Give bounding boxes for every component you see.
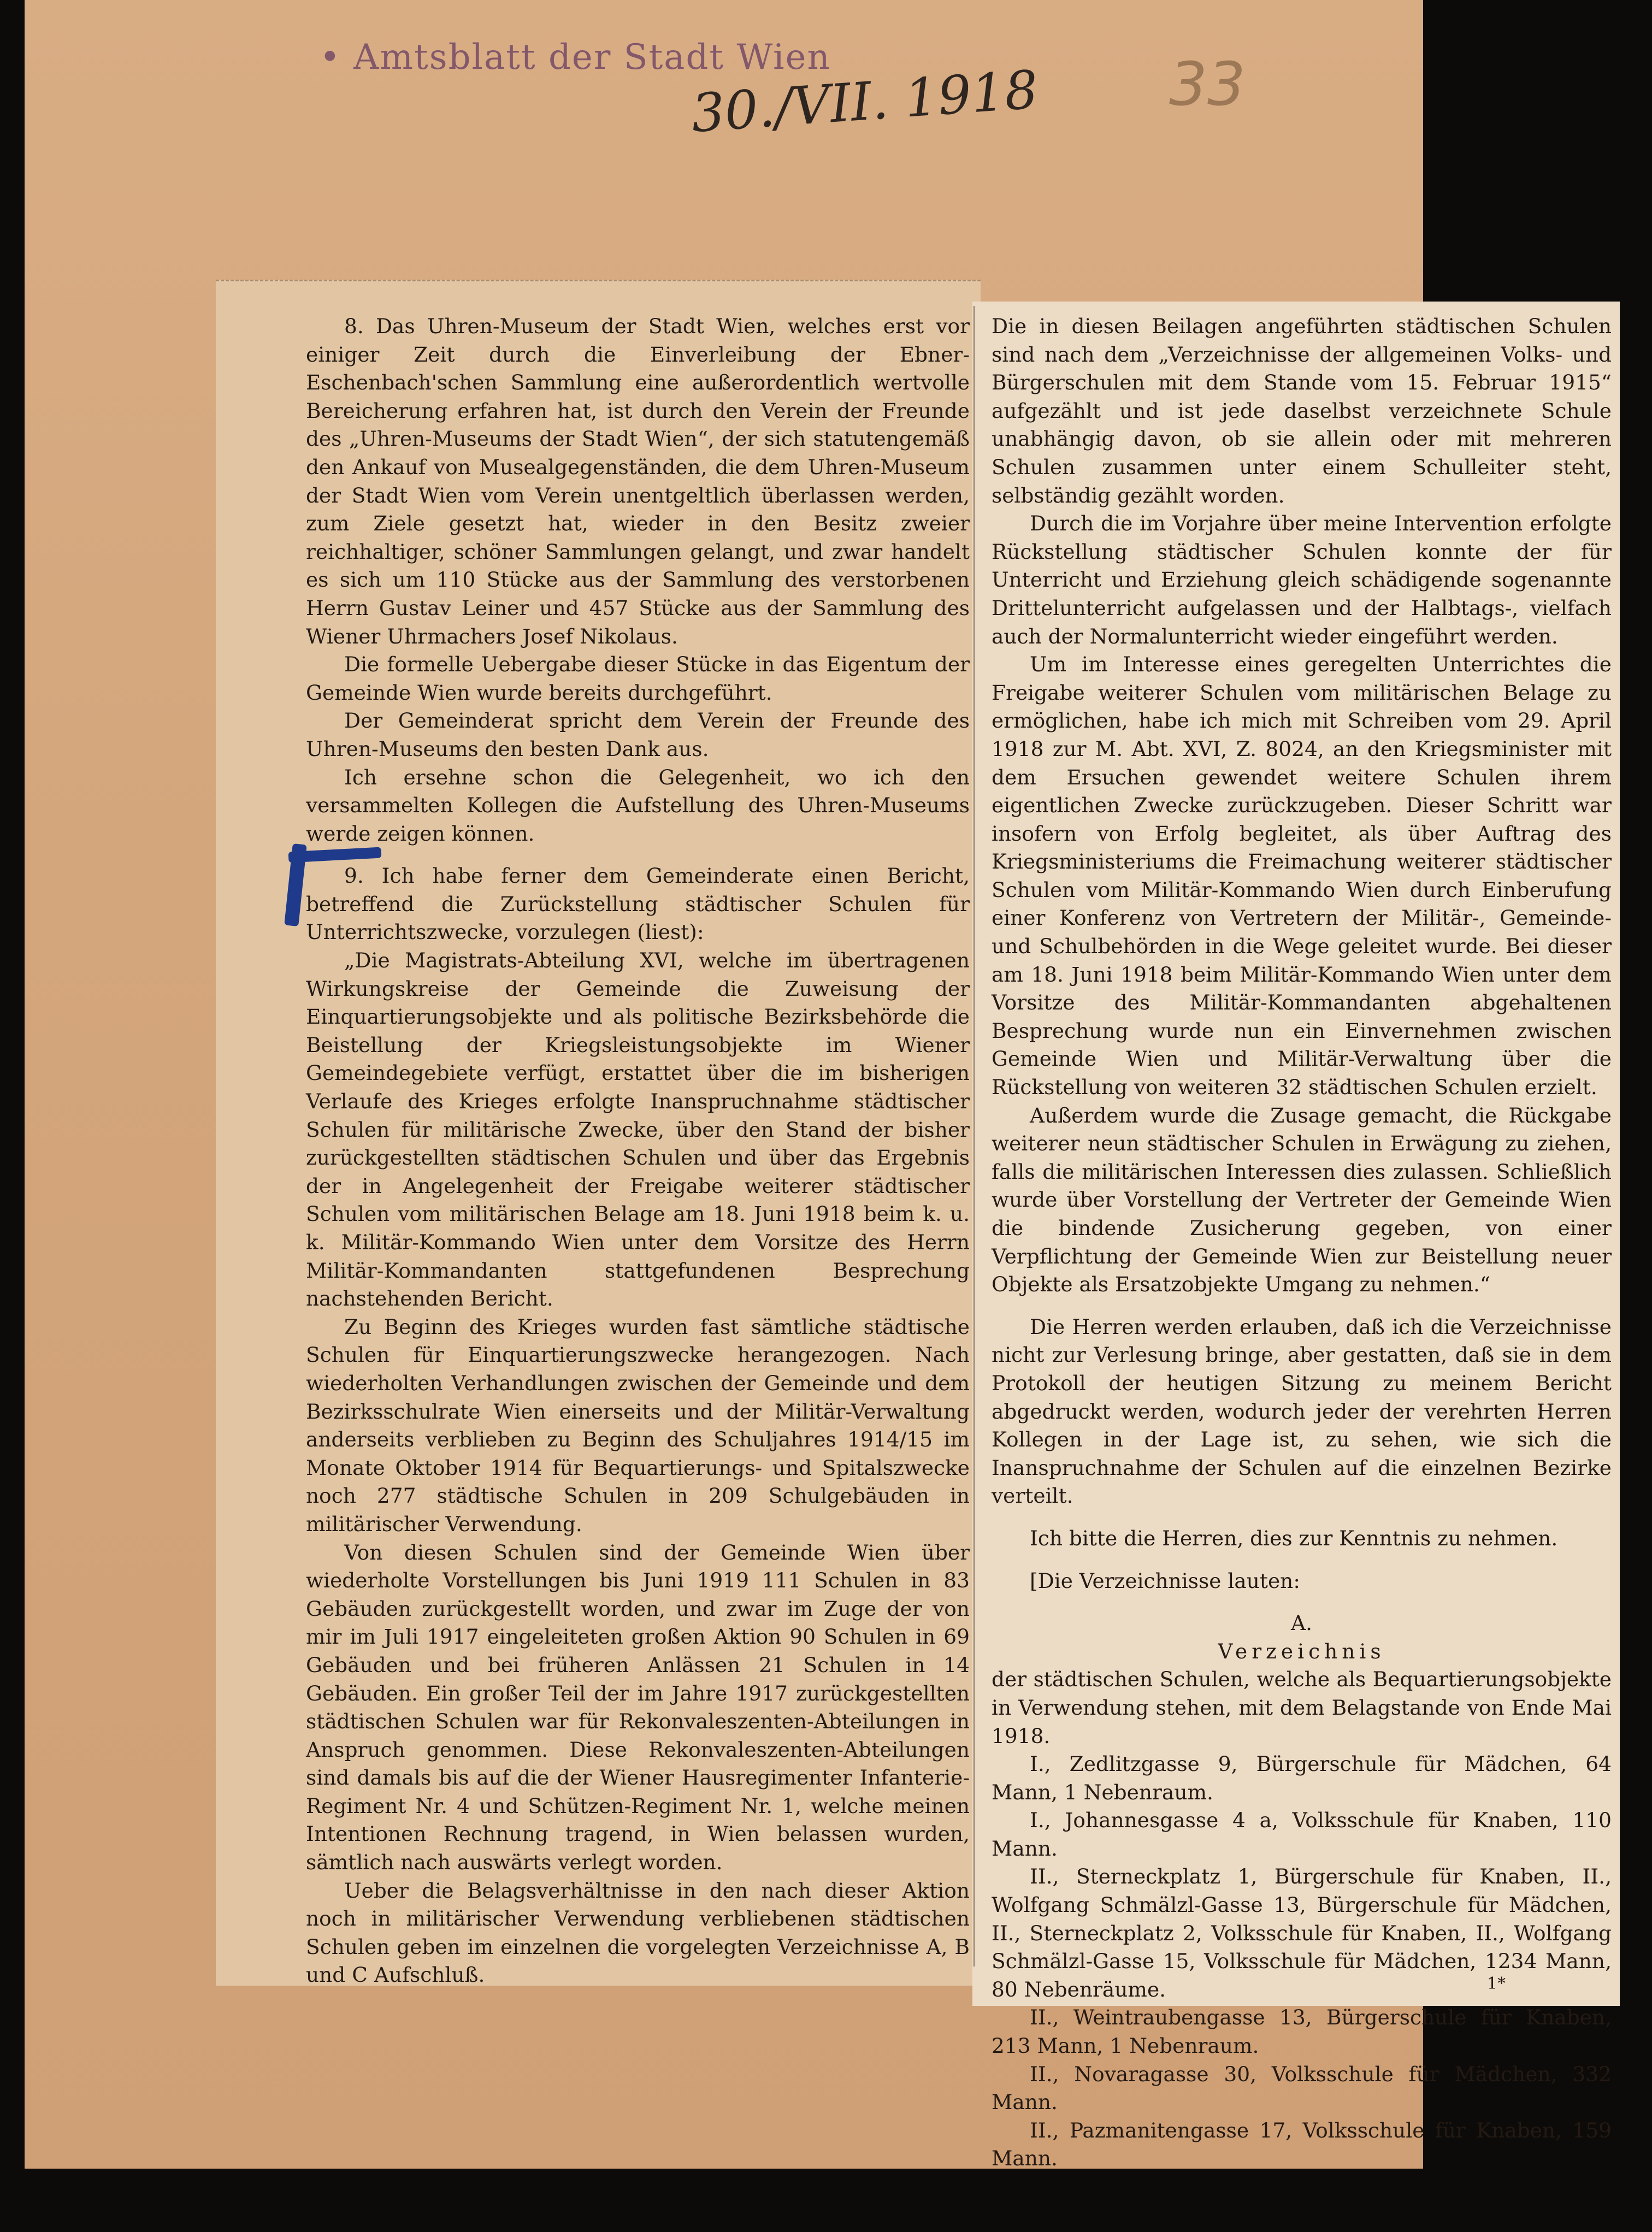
left-column-paragraph: „Die Magistrats-Abteilung XVI, welche im übertragenen Wirkungskreise der Gemeinde die Zuweisung der Einquartierungsobjekte und als politische Bezirksbehörde die Beistellung der Kriegsleistungsobjekte im Wiener Gemeindegebiete verfügt, erstattet über die im bisherigen Verlaufe des Krieges erfolgte Inanspruchnahme städtischer Schulen für militärische Zwecke, über den Stand der bisher zurückgestellten städtischen Schulen und über das Ergebnis der in Angelegenheit der Freigabe weiterer städtischer Schulen vom militärischen Belage am 18. Juni 1918 beim k. u. k. Militär-Kommando Wien unter dem Vorsitze des Herrn Militär-Kommandanten stattgefundenen Besprechung nachstehenden Bericht. [306, 948, 970, 1311]
left-text-column [306, 312, 970, 1989]
right-column-paragraph: Die Herren werden erlauben, daß ich die Verzeichnisse nicht zur Verlesung bringe, aber gestatten, daß sie in dem Protokoll der heutigen Sitzung zu meinem Bericht abgedruckt werden, wodurch jeder der verehrten Herren Kollegen in der Lage ist, zu sehen, wie sich die Inanspruchnahme der Schulen auf die einzelnen Bezirke verteilt. [992, 1314, 1612, 1508]
right-column-paragraph: [Die Verzeichnisse lauten: [1030, 1568, 1300, 1593]
page-number: 33 [1169, 49, 1246, 119]
column-divider [974, 306, 975, 1967]
left-column-paragraph: Ich ersehne schon die Gelegenheit, wo ich den versammelten Kollegen die Aufstellung des Uhren-Museums werde zeigen können. [306, 765, 970, 846]
right-column-paragraph: der städtischen Schulen, welche als Bequartierungsobjekte in Verwendung stehen, mit dem Belagstande von Ende Mai 1918. [992, 1667, 1612, 1748]
right-column-paragraph: II., Novaragasse 30, Volksschule für Mädchen, 332 Mann. [992, 2062, 1612, 2115]
right-column-paragraph: I., Zedlitzgasse 9, Bürgerschule für Mädchen, 64 Mann, 1 Nebenraum. [992, 1752, 1612, 1804]
left-column-paragraph: Ueber die Belagsverhältnisse in den nach dieser Aktion noch in militärischer Verwendung verbliebenen städtischen Schulen geben im einzelnen die vorgelegten Verzeichnisse A, B und C Aufschluß. [306, 1878, 970, 1987]
archive-stamp: • Amtsblatt der Stadt Wien [320, 37, 831, 78]
right-column-paragraph: II., Pazmanitengasse 17, Volksschule für Knaben, 159 Mann. [992, 2118, 1612, 2171]
right-column-paragraph: Durch die im Vorjahre über meine Intervention erfolgte Rückstellung städtischer Schulen konnte der für Unterricht und Erziehung gleich schädigende sogenannte Drittelunterricht aufgelassen und der Halbtags-, vielfach auch der Normalunterricht wieder eingeführt werden. [992, 511, 1612, 648]
right-column-paragraph: Die in diesen Beilagen angeführten städtischen Schulen sind nach dem „Verzeichnisse der allgemeinen Volks- und Bürgerschulen mit dem Stande vom 15. Februar 1915“ aufgezählt und ist jede daselbst verzeichnete Schule unabhängig davon, ob sie allein oder mit mehreren Schulen zusammen unter einem Schulleiter steht, selbständig gezählt worden. [992, 314, 1612, 507]
right-text-column [992, 312, 1612, 2173]
right-column-paragraph: Außerdem wurde die Zusage gemacht, die Rückgabe weiterer neun städtischer Schulen in Erwägung zu ziehen, falls die militärischen Interessen dies zulassen. Schließlich wurde über Vorstellung der Vertreter der Gemeinde Wien die bindende Zusicherung gegeben, von einer Verpflichtung der Gemeinde Wien zur Beistellung neuer Objekte als Ersatzobjekte Umgang zu nehmen.“ [992, 1103, 1612, 1297]
left-column-paragraph: 8. Das Uhren-Museum der Stadt Wien, welches erst vor einiger Zeit durch die Einverleibung der Ebner-Eschenbach'schen Sammlung eine außerordentlich wertvolle Bereicherung erfahren hat, ist durch den Verein der Freunde des „Uhren-Museums der Stadt Wien“, der sich statutengemäß den Ankauf von Musealgegenständen, die dem Uhren-Museum der Stadt Wien vom Verein unentgeltlich überlassen werden, zum Ziele gesetzt hat, wieder in den Besitz zweier reichhaltiger, schöner Sammlungen gelangt, und zwar handelt es sich um 110 Stücke aus der Sammlung des verstorbenen Herrn Gustav Leiner und 457 Stücke aus der Sammlung des Wiener Uhrmachers Josef Nikolaus. [306, 314, 970, 648]
right-column-paragraph: I., Johannesgasse 4 a, Volksschule für Knaben, 110 Mann. [992, 1808, 1612, 1861]
handwritten-date: 30./VII. 1918 [689, 58, 1040, 145]
left-column-paragraph: Der Gemeinderat spricht dem Verein der Freunde des Uhren-Museums den besten Dank aus. [306, 708, 970, 761]
right-column-paragraph: Ich bitte die Herren, dies zur Kenntnis zu nehmen. [1030, 1526, 1558, 1550]
signature-mark: 1* [1487, 1974, 1506, 1993]
right-column-paragraph: II., Weintraubengasse 13, Bürgerschule für Knaben, 213 Mann, 1 Nebenraum. [992, 2005, 1612, 2058]
right-column-paragraph: A. [1290, 1611, 1312, 1635]
left-column-paragraph: Von diesen Schulen sind der Gemeinde Wien über wiederholte Vorstellungen bis Juni 1919 111 Schulen in 83 Gebäuden zurückgestellt worden, und zwar im Zuge der von mir im Juli 1917 eingeleiteten großen Aktion 90 Schulen in 69 Gebäuden und bei früheren Anlässen 21 Schulen in 14 Gebäuden. Ein großer Teil der im Jahre 1917 zurückgestellten städtischen Schulen war für Rekonvaleszenten-Abteilungen in Anspruch genommen. Diese Rekonvaleszenten-Abteilungen sind damals bis auf die der Wiener Hausregimenter Infanterie-Regiment Nr. 4 und Schützen-Regiment Nr. 1, welche meinen Intentionen Rechnung tragend, in Wien belassen wurden, sämtlich nach auswärts verlegt worden. [306, 1540, 970, 1875]
left-column-paragraph: Zu Beginn des Krieges wurden fast sämtliche städtische Schulen für Einquartierungszwecke herangezogen. Nach wiederholten Verhandlungen zwischen der Gemeinde und dem Bezirksschulrate Wien einerseits und der Militär-Verwaltung anderseits verblieben zu Beginn des Schuljahres 1914/15 im Monate Oktober 1914 für Bequartierungs- und Spitalszwecke noch 277 städtische Schulen in 209 Schulgebäuden in militärischer Verwendung. [306, 1314, 970, 1536]
right-column-paragraph: Verzeichnis [1218, 1639, 1385, 1663]
right-column-paragraph: Um im Interesse eines geregelten Unterrichtes die Freigabe weiterer Schulen vom militärischen Belage zu ermöglichen, habe ich mich mit Schreiben vom 29. April 1918 zur M. Abt. XVI, Z. 8024, an den Kriegsminister mit dem Ersuchen gewendet weitere Schulen ihrem eigentlichen Zwecke zurückzugeben. Dieser Schritt war insofern von Erfolg begleitet, als über Auftrag des Kriegsministeriums die Freimachung weiterer städtischer Schulen vom Militär-Kommando Wien durch Einberufung einer Konferenz von Vertretern der Militär-, Gemeinde- und Schulbehörden in die Wege geleitet wurde. Bei dieser am 18. Juni 1918 beim Militär-Kommando Wien unter dem Vorsitze des Militär-Kommandanten abgehaltenen Besprechung wurde nun ein Einvernehmen zwischen Gemeinde Wien und Militär-Verwaltung über die Rückstellung von weiteren 32 städtischen Schulen erzielt. [992, 652, 1612, 1100]
left-column-paragraph: Die formelle Uebergabe dieser Stücke in das Eigentum der Gemeinde Wien wurde bereits durchgeführt. [306, 652, 970, 705]
left-column-paragraph: 9. Ich habe ferner dem Gemeinderate einen Bericht, betreffend die Zurückstellung städtischer Schulen für Unterrichtszwecke, vorzulegen (liest): [306, 864, 970, 944]
right-column-paragraph: II., Sterneckplatz 1, Bürgerschule für Knaben, II., Wolfgang Schmälzl-Gasse 13, Bürgerschule für Mädchen, II., Sterneckplatz 2, Volksschule für Knaben, II., Wolfgang Schmälzl-Gasse 15, Volksschule für Mädchen, 1234 Mann, 80 Nebenräume. [992, 1864, 1612, 2001]
